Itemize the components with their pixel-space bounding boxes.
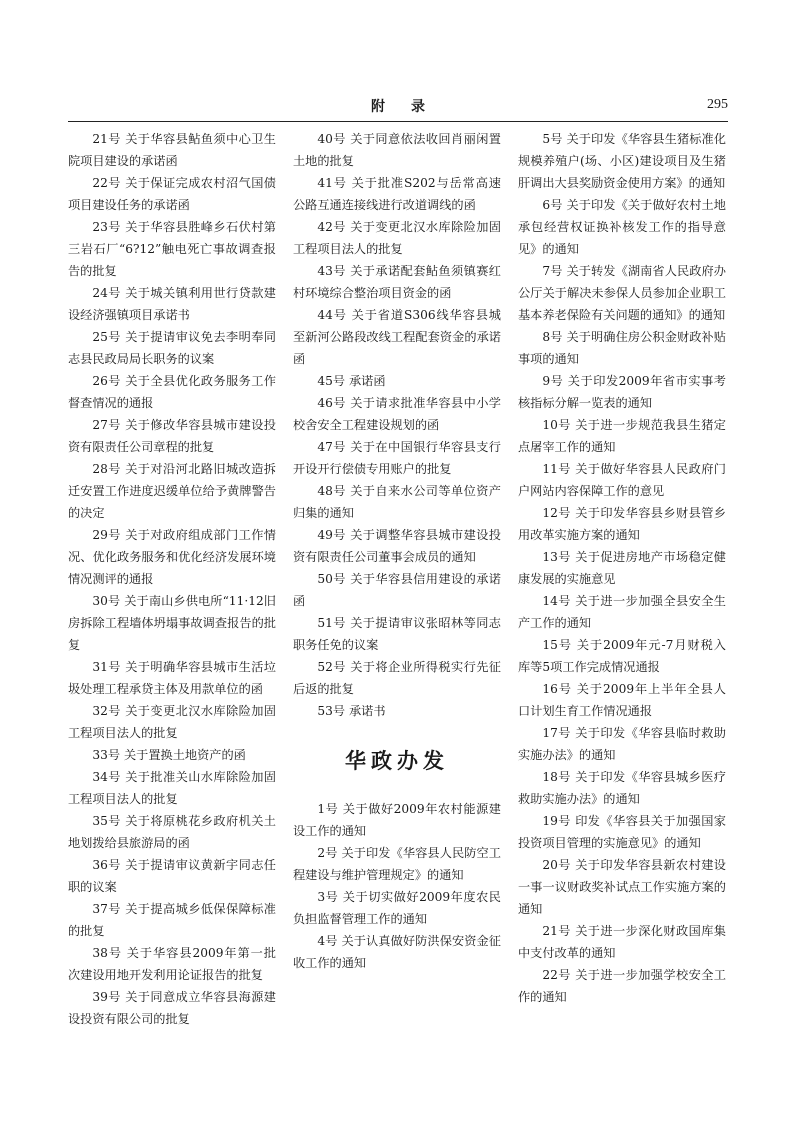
entry-list-top	[293, 128, 501, 722]
document-entry: 36号 关于提请审议黄新宇同志任职的议案	[68, 858, 276, 894]
document-entry: 49号 关于调整华容县城市建设投资有限责任公司董事会成员的通知	[293, 528, 501, 564]
document-entry: 3号 关于切实做好2009年度农民负担监督管理工作的通知	[293, 890, 501, 926]
document-entry: 42号 关于变更北汉水库除险加固工程项目法人的批复	[293, 220, 501, 256]
document-entry: 12号 关于印发华容县乡财县管乡用改革实施方案的通知	[518, 506, 726, 542]
document-entry: 6号 关于印发《关于做好农村土地承包经营权证换补核发工作的指导意见》的通知	[518, 198, 726, 256]
document-entry: 13号 关于促进房地产市场稳定健康发展的实施意见	[518, 550, 726, 586]
document-entry: 1号 关于做好2009年农村能源建设工作的通知	[293, 802, 501, 838]
document-entry: 8号 关于明确住房公积金财政补贴事项的通知	[518, 330, 726, 366]
document-entry: 45号 承诺函	[317, 374, 386, 388]
document-entry: 37号 关于提高城乡低保保障标准的批复	[68, 902, 276, 938]
document-entry: 47号 关于在中国银行华容县支行开设开行偿债专用账户的批复	[293, 440, 501, 476]
document-entry: 40号 关于同意依法收回肖丽闲置土地的批复	[293, 132, 501, 168]
document-entry: 53号 承诺书	[317, 704, 386, 718]
document-entry: 26号 关于全县优化政务服务工作督查情况的通报	[68, 374, 276, 410]
document-entry: 38号 关于华容县2009年第一批次建设用地开发利用论证报告的批复	[68, 946, 276, 982]
document-entry: 17号 关于印发《华容县临时救助实施办法》的通知	[518, 726, 726, 762]
document-entry: 28号 关于对沿河北路旧城改造拆迁安置工作进度迟缓单位给予黄牌警告的决定	[68, 462, 276, 520]
document-entry: 20号 关于印发华容县新农村建设一事一议财政奖补试点工作实施方案的通知	[518, 858, 726, 916]
document-entry: 34号 关于批准关山水库除险加固工程项目法人的批复	[68, 770, 276, 806]
document-entry: 15号 关于2009年元-7月财税入库等5项工作完成情况通报	[518, 638, 726, 674]
document-entry: 4号 关于认真做好防洪保安资金征收工作的通知	[293, 934, 501, 970]
document-entry: 10号 关于进一步规范我县生猪定点屠宰工作的通知	[518, 418, 726, 454]
document-entry: 7号 关于转发《湖南省人民政府办公厅关于解决未参保人员参加企业职工基本养老保险有关问题的通知》的通知	[518, 264, 726, 322]
document-entry: 5号 关于印发《华容县生猪标准化规模养殖户(场、小区)建设项目及生猪肝调出大县奖励资金使用方案》的通知	[518, 132, 726, 190]
document-entry: 14号 关于进一步加强全县安全生产工作的通知	[518, 594, 726, 630]
document-entry: 32号 关于变更北汉水库除险加固工程项目法人的批复	[68, 704, 276, 740]
entry-list-bottom	[293, 798, 501, 974]
document-entry: 24号 关于城关镇利用世行贷款建设经济强镇项目承诺书	[68, 286, 276, 322]
document-entry: 43号 关于承诺配套鲇鱼须镇赛红村环境综合整治项目资金的函	[293, 264, 501, 300]
column-left	[68, 128, 276, 1030]
header-title: 附录	[371, 99, 451, 115]
document-entry: 22号 关于保证完成农村沼气国债项目建设任务的承诺函	[68, 176, 276, 212]
document-entry: 16号 关于2009年上半年全县人口计划生育工作情况通报	[518, 682, 726, 718]
document-entry: 21号 关于华容县鲇鱼须中心卫生院项目建设的承诺函	[68, 132, 276, 168]
header-rule	[68, 121, 728, 122]
document-entry: 21号 关于进一步深化财政国库集中支付改革的通知	[518, 924, 726, 960]
document-entry: 25号 关于提请审议免去李明奉同志县民政局局长职务的议案	[68, 330, 276, 366]
document-entry: 39号 关于同意成立华容县海源建设投资有限公司的批复	[68, 990, 276, 1026]
document-entry: 33号 关于置换土地资产的函	[92, 748, 246, 762]
document-entry: 22号 关于进一步加强学校安全工作的通知	[518, 968, 726, 1004]
document-entry: 48号 关于自来水公司等单位资产归集的通知	[293, 484, 501, 520]
document-entry: 41号 关于批准S202与岳常高速公路互通连接线进行改道调线的函	[293, 176, 501, 212]
document-entry: 11号 关于做好华容县人民政府门户网站内容保障工作的意见	[518, 462, 726, 498]
document-entry: 19号 印发《华容县关于加强国家投资项目管理的实施意见》的通知	[518, 814, 726, 850]
document-entry: 44号 关于省道S306线华容县城至新河公路段改线工程配套资金的承诺函	[293, 308, 501, 366]
document-entry: 2号 关于印发《华容县人民防空工程建设与维护管理规定》的通知	[293, 846, 501, 882]
document-entry: 30号 关于南山乡供电所“11·12旧房拆除工程墙体坍塌事故调查报告的批复	[68, 594, 276, 652]
document-entry: 29号 关于对政府组成部门工作情况、优化政务服务和优化经济发展环境情况测评的通报	[68, 528, 276, 586]
document-entry: 27号 关于修改华容县城市建设投资有限责任公司章程的批复	[68, 418, 276, 454]
page-number: 295	[707, 97, 728, 112]
document-entry: 51号 关于提请审议张昭林等同志职务任免的议案	[293, 616, 501, 652]
column-right	[518, 128, 726, 1008]
document-entry: 9号 关于印发2009年省市实事考核指标分解一览表的通知	[518, 374, 726, 410]
document-entry: 52号 关于将企业所得税实行先征后返的批复	[293, 660, 501, 696]
running-header	[68, 96, 728, 120]
document-entry: 23号 关于华容县胜峰乡石伏村第三岩石厂“6?12”触电死亡事故调查报告的批复	[68, 220, 276, 278]
document-entry: 46号 关于请求批准华容县中小学校舍安全工程建设规划的函	[293, 396, 501, 432]
column-middle	[293, 128, 501, 974]
document-entry: 18号 关于印发《华容县城乡医疗救助实施办法》的通知	[518, 770, 726, 806]
section-heading: 华政办发	[345, 749, 449, 773]
document-entry: 31号 关于明确华容县城市生活垃圾处理工程承贷主体及用款单位的函	[68, 660, 276, 696]
document-entry: 50号 关于华容县信用建设的承诺函	[293, 572, 501, 608]
document-entry: 35号 关于将原桃花乡政府机关土地划拨给县旅游局的函	[68, 814, 276, 850]
